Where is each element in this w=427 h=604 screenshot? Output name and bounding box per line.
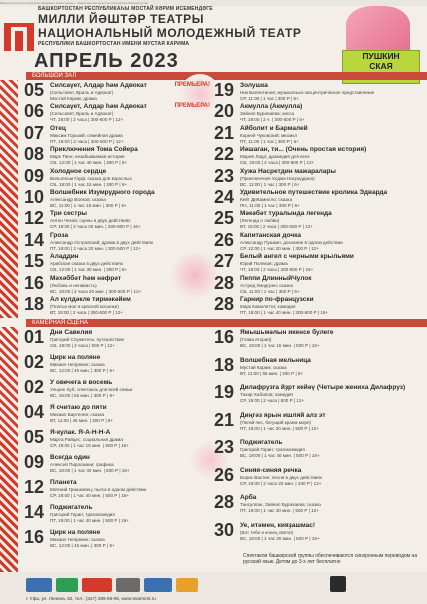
event-title: Дилафрузга йҙрт кейәү (Четыре жениха Дилафруз) [240, 384, 406, 391]
event-subtitle: Михаил Непряхин; сказка [50, 537, 105, 542]
event-day: 10 [24, 188, 45, 207]
event-entry [24, 295, 212, 317]
event-entry [24, 102, 212, 124]
section-chamber-stage: КАМЕРНАЯ СЦЕНА [26, 319, 427, 327]
event-entry [24, 428, 212, 450]
event-day: 12 [24, 209, 45, 229]
event-entry [214, 438, 424, 460]
org-name-ba: БАШКОРТОСТАН РЕСПУБЛИКАҺЫ МОСТАЙ КӘРИМ ИСЕМЕНДӘГЕ [38, 6, 213, 12]
event-day: 08 [24, 145, 45, 165]
pushkin-portrait-icon [346, 6, 410, 54]
event-day: 05 [24, 428, 45, 447]
event-subtitle: Борис Вахтин; песня в двух действиях [240, 474, 323, 480]
event-entry [24, 231, 212, 253]
event-title: Уе, итәмен, кияҙашмас! [240, 521, 316, 529]
event-details: СР, 19:00 | 2 часа | 500 Р | 12+ [240, 398, 305, 403]
event-day: 06 [24, 102, 45, 122]
event-day: 20 [214, 102, 235, 122]
event-title: Три сестры [50, 210, 87, 218]
event-details: СБ, 18:00 | 2 часа | 500 Р | 12+ [50, 343, 116, 348]
month-title: АПРЕЛЬ 2023 [34, 50, 179, 72]
event-day: 16 [24, 528, 45, 547]
event-entry [24, 378, 212, 400]
event-title: Холодное сердце [50, 167, 107, 175]
event-details: СР, 19:00 | 1 час 15 мин. | 500 Р | 16+ [50, 443, 129, 448]
event-entry [214, 295, 424, 317]
event-title: Дни Савелия [50, 329, 93, 336]
event-entry [24, 453, 212, 475]
event-details: ЧТ, 19:00 | 2 часа | 300-500 Р | 16+ [240, 267, 314, 273]
event-day: 02 [24, 378, 45, 397]
event-title: Ямышьмәлын икенсе булеге [240, 329, 334, 336]
event-title: Хужа Насретдин мажаралары [240, 167, 336, 175]
event-day: 24 [214, 188, 235, 207]
event-title: Акмулла (Акмулла) [240, 103, 303, 111]
event-details: ЧТ, 19:00 | 2 ч. | 300-500 Р | 6+ [240, 117, 305, 123]
premiere-badge: ПРЕМЬЕРА! [174, 82, 210, 88]
event-day: 21 [214, 123, 235, 143]
event-details: ВТ, 11:00 | 45 мин. | 300 Р | 6+ [50, 418, 114, 423]
event-subtitle: Максим Горький; семейная драма [50, 132, 123, 138]
premiere-badge: ПРЕМЬЕРА! [174, 103, 210, 110]
event-details: ПТ, 11:00 | 1 час | 300 Р | 6+ [240, 138, 299, 144]
event-entry [24, 403, 212, 425]
event-subtitle: Григорий Горин; трагикомедия [50, 512, 115, 517]
event-details: СБ, 11:00 | 1 час | 300 Р | 6+ [240, 288, 300, 294]
event-day: 12 [24, 478, 45, 497]
org-name-ru: РЕСПУБЛИКИ БАШКОРТОСТАН ИМЕНИ МУСТАЯ КАРИМА [38, 41, 190, 47]
event-entry [214, 521, 424, 543]
event-subtitle: Антон Чехов; сцены в двух действиях [50, 218, 131, 224]
event-title: Силсаүет, Алдар һәм Адвокат [50, 82, 147, 89]
event-title: Гроза [50, 231, 69, 239]
event-subtitle: Алексей Пиросмани; графика [50, 462, 114, 467]
event-details: ЧТ, 19:00 | 2 часа | 300-600 Р | 12+ [50, 117, 124, 123]
event-details: ВТ, 19:00 | 2 часа | 300-500 Р | 12+ [50, 310, 123, 315]
event-title: Приключения Тома Сойера [50, 146, 138, 154]
theatre-logo-icon [4, 23, 34, 51]
event-details: ВС, 18:00 | 1 час 15 мин. | 500 Р | 16+ [240, 343, 320, 348]
event-subtitle: Евгений Гришковец; пьеса в одном действии [50, 487, 147, 492]
event-details: СБ, 12:00 | 1 час 30 мин. | 300 Р | 6+ [50, 267, 128, 273]
event-day: 22 [214, 145, 235, 165]
event-entry [214, 167, 424, 189]
event-title: Я-кулак. Я-А-Н-Н-А [50, 429, 111, 436]
event-day: 09 [24, 166, 45, 186]
event-title: Айболит и Бармалей [240, 124, 308, 132]
event-subtitle: Кейт ДиКамилло; сказка [240, 197, 293, 202]
event-details: ВТ, 11:00 | 55 мин. | 300 Р | 6+ [240, 370, 304, 376]
event-entry [24, 188, 212, 210]
event-title: Поджигатель [50, 504, 93, 511]
event-entry [24, 81, 212, 103]
event-title: Синяя-синяя речка [240, 466, 302, 474]
event-entry [24, 252, 212, 274]
event-title: Я считаю до пяти [50, 404, 107, 411]
translation-note: Спектакли башкирской группы обеспечиваются синхронным переводом на русский язык. Детям до 3-х лет бесплатно [243, 553, 418, 565]
event-subtitle: Григорий Служитель; путешествие [50, 337, 125, 342]
event-subtitle: (Пегий пес, бегущий краем моря) [240, 419, 311, 425]
event-entry [24, 328, 212, 350]
event-subtitle: Тахир Хабилов; комедия [240, 392, 293, 397]
event-subtitle: Зәйнәп Бураҡаева; хисса [240, 111, 295, 117]
event-details: СБ, 18:00 | 1 час 15 мин. | 300 Р | 6+ [50, 181, 128, 187]
event-entry [214, 209, 424, 231]
event-day: 21 [214, 410, 235, 430]
event-day: 19 [214, 383, 235, 402]
event-details: ВС, 16:00 | 55 мин. | 300 Р | 6+ [50, 393, 115, 398]
event-subtitle: Михаил Непряхин; сказка [50, 362, 105, 367]
event-day: 14 [24, 503, 45, 522]
event-day: 09 [24, 453, 45, 472]
partner-logo-icon [56, 578, 78, 592]
event-details: ПТ, 19:00 | 1 час 40 мин. | 500 Р | 12+ [240, 508, 319, 513]
event-subtitle: Юрий Поляков; драма [240, 261, 288, 267]
event-entry [214, 493, 424, 515]
event-details: СР, 12:00 | 1 час 20 мин. | 300 Р | 12+ [240, 245, 319, 251]
event-title: Золушка [240, 82, 268, 89]
event-title: Йәшаган, ти... (Очень простая история) [240, 146, 367, 154]
event-details: ВС, 12:00 | 45 мин. | 300 Р | 6+ [50, 368, 115, 373]
event-details: ПТ, 19:00 | 1 час 40 мин. | 500 Р | 16+ [50, 518, 129, 523]
event-entry [24, 478, 212, 500]
partner-logo-icon [26, 578, 52, 592]
event-day: 19 [214, 81, 235, 100]
decorative-stripe [0, 80, 18, 318]
event-title: Цирк на поляне [50, 354, 101, 361]
decorative-stripe [0, 327, 18, 572]
event-details: СР, 19:00 | 2 часа 20 мин. | 400 Р | 12+ [240, 480, 322, 486]
event-entry [214, 145, 424, 167]
event-subtitle: Тансулпан, Зәйнәп Бураҡаева; сказка [240, 502, 321, 507]
event-subtitle: (Сельсовет, Враль и Адвокат) [50, 111, 114, 117]
event-subtitle: (Легенда о любви) [240, 218, 280, 224]
event-title: Отец [50, 124, 66, 132]
event-entry [214, 411, 424, 433]
event-details: СР, 11:00 | 1 час | 300 Р | 6+ [240, 96, 299, 101]
event-day: 05 [24, 81, 45, 100]
event-details: ВС, 18:00 | 1 час 40 мин. | 500 Р | 16+ [50, 468, 130, 473]
event-day: 30 [214, 520, 235, 540]
event-subtitle: Марк Твен; незабываемая история [50, 154, 125, 160]
event-details: ПТ, 18:00 | 1 час 40 мин. | 300-600 Р | 16+ [240, 310, 329, 315]
title-ru: НАЦИОНАЛЬНЫЙ МОЛОДЕЖНЫЙ ТЕАТР [38, 26, 302, 40]
event-entry [24, 209, 212, 231]
event-entry [214, 356, 424, 378]
event-subtitle: (Сельсовет, Враль и Адвокат) [50, 90, 114, 95]
event-details: СР, 19:00 | 2 часа 20 мин. | 300-600 Р | 16+ [50, 224, 141, 230]
event-entry [24, 528, 212, 550]
event-subtitle: Вильгельм Гауф; сказка для взрослых [50, 175, 132, 181]
event-details: ПТ, 19:00 | 2 часа | 300-500 Р | 12+ [50, 138, 124, 144]
event-title: Гарнир по-французски [240, 296, 314, 303]
event-title: Планета [50, 479, 77, 486]
event-day: 18 [214, 355, 235, 375]
event-entry [214, 188, 424, 210]
event-day: 01 [24, 328, 45, 347]
event-entry [214, 231, 424, 253]
event-title: Волшебник Изумрудного города [50, 189, 155, 196]
event-subtitle: Арабская сказка в двух действиях [50, 261, 124, 267]
event-day: 23 [214, 438, 235, 457]
partner-logo-icon [144, 578, 172, 592]
event-details: ВС, 18:00 | 2 часа 20 мин. | 300-500 Р | 12+ [50, 288, 142, 294]
event-day: 27 [214, 252, 235, 272]
title-ba: МИЛЛИ ЙӘШТӘР ТЕАТРЫ [38, 12, 205, 26]
event-entry [214, 252, 424, 274]
section-big-hall: БОЛЬШОЙ ЗАЛ [26, 72, 427, 80]
event-entry [214, 466, 424, 488]
event-title: Всегда один [50, 454, 90, 461]
event-day: 16 [24, 273, 45, 293]
qr-code-icon [330, 576, 346, 592]
event-subtitle: Мария Ладо; драмедия для всех [240, 154, 310, 160]
event-entry [214, 102, 424, 124]
event-subtitle: (Приключения Ходжи Насреддина) [240, 175, 315, 181]
event-day: 02 [24, 353, 45, 372]
footer [0, 572, 427, 604]
event-subtitle: (Платье мое в красной косынке) [50, 304, 119, 309]
event-entry [24, 503, 212, 525]
event-details: ВТ, 19:00 | 2 часа | 300-500 Р | 12+ [240, 224, 313, 230]
event-details: ВС, 18:00 | 1 час 20 мин. | 500 Р | 16+ [240, 535, 320, 541]
event-subtitle: Ульрих Хуб; спектакль для всей семьи [50, 387, 133, 392]
event-day: 28 [214, 295, 235, 314]
event-title: Силсаүет, Алдар һәм Адвокат [50, 103, 147, 111]
event-title: Аладдин [50, 253, 79, 261]
event-entry [24, 145, 212, 167]
event-details: ВС, 18:00 | 1 час 40 мин. | 500 Р | 16+ [240, 453, 320, 458]
event-details: ПТ, 19:00 | 2 часа 20 мин. | 300-500 Р | 12+ [50, 245, 141, 251]
event-subtitle: (Вот тебе и конец света!) [240, 529, 294, 535]
event-title: Белый ангел с черными крыльями [240, 253, 354, 261]
event-day: 23 [214, 166, 235, 186]
event-subtitle: Мустай Карим; сказка [240, 364, 287, 370]
event-subtitle: Григорий Горин; трагикомедия [240, 447, 305, 452]
event-day: 14 [24, 230, 45, 250]
event-subtitle: Марк Камолетти; комедия [240, 304, 296, 309]
partner-logo-icon [82, 578, 112, 592]
event-details: СР, 19:00 | 1 час 40 мин. | 500 Р | 16+ [50, 493, 129, 498]
event-entry [214, 328, 424, 350]
event-day: 26 [214, 465, 235, 485]
event-subtitle: Ник Валентинов; музыкально-эксцентрическое представление [240, 90, 375, 95]
event-subtitle: Михаил Бартенев; сказка [50, 412, 105, 417]
event-day: 04 [24, 403, 45, 422]
event-entry [214, 383, 424, 405]
event-subtitle: Корней Чуковский; мюзикл [240, 132, 298, 138]
footer-address: г. Уфа, ул. Ленина, 62, тел.: (347) 286-59-05, www.teatrmmt.ru [26, 596, 156, 601]
event-details: ПТ, 19:00 | 1 час 20 мин. | 500 Р | 12+ [240, 425, 319, 431]
event-day: 16 [214, 328, 235, 347]
event-title: Мәхәббәт һәм нәфрәт [50, 274, 122, 282]
event-entry [214, 274, 424, 296]
event-entry [24, 353, 212, 375]
event-title: Волшебная мельница [240, 356, 311, 364]
event-entry [214, 124, 424, 146]
partner-logo-icon [176, 578, 198, 592]
event-details: СБ, 19:00 | 2 часа | 300-600 Р | 12+ [240, 160, 315, 166]
event-day: 25 [214, 209, 235, 229]
event-day: 26 [214, 230, 235, 250]
event-day: 28 [214, 493, 235, 512]
event-subtitle: Александр Пушкин; дознание в одном действии [240, 239, 343, 245]
event-subtitle: Александр Волков; сказка [50, 197, 106, 202]
event-day: 28 [214, 273, 235, 293]
event-day: 18 [24, 295, 45, 314]
event-details: ПН, 11:00 | 1 час | 300 Р | 6+ [240, 203, 300, 208]
partner-logo-icon [116, 578, 140, 592]
event-details: ВС, 12:00 | 45 мин. | 300 Р | 6+ [50, 543, 115, 548]
top-banner-text: Башкортостан Республикаһы Мәҙәниәт министрлығы · Министерство культуры Республики Башкортостан [0, 0, 427, 6]
event-title: Ал күлдәкле тирмәкәйем [50, 296, 131, 303]
event-subtitle: (Любовь и ненависть) [50, 282, 97, 288]
event-title: Цирк на поляне [50, 529, 101, 536]
event-title: Поджигатель [240, 439, 283, 446]
event-title: Пеппи ДлинныйЧулок [240, 274, 312, 282]
event-entry [24, 167, 212, 189]
event-entry [214, 81, 424, 103]
pushkin-card-label: ПУШКИН СКАЯ [342, 50, 420, 84]
event-title: Мәкәбәт туралында легенда [240, 210, 332, 218]
event-title: У овечега в восемь [50, 379, 113, 386]
event-entry [24, 124, 212, 146]
event-details: СБ, 12:00 | 1 час 40 мин. | 300 Р | 6+ [50, 160, 128, 166]
event-title: Капитанская дочка [240, 231, 301, 239]
event-title: Удивительное путешествие кролика Эдварда [240, 189, 388, 196]
event-subtitle: Астрид Линдгрен; сказка [240, 282, 293, 288]
event-day: 07 [24, 123, 45, 143]
event-subtitle: Марта Райцес; социальная драма [50, 437, 123, 442]
event-subtitle: Александр Островский; драма в двух действиях [50, 239, 154, 245]
event-entry [24, 274, 212, 296]
event-details: ВС, 11:00 | 1 час 15 мин. | 300 Р | 6+ [50, 203, 127, 208]
event-day: 15 [24, 252, 45, 272]
event-details: Мостай Карим; драма [50, 96, 97, 101]
event-subtitle: (Глава вторая) [240, 337, 272, 342]
event-details: ВС, 11:00 | 1 час | 300 Р | 6+ [240, 181, 300, 187]
event-title: Диңгәз ярын ишляй алз эт [240, 411, 326, 419]
event-title: Арба [240, 494, 257, 501]
